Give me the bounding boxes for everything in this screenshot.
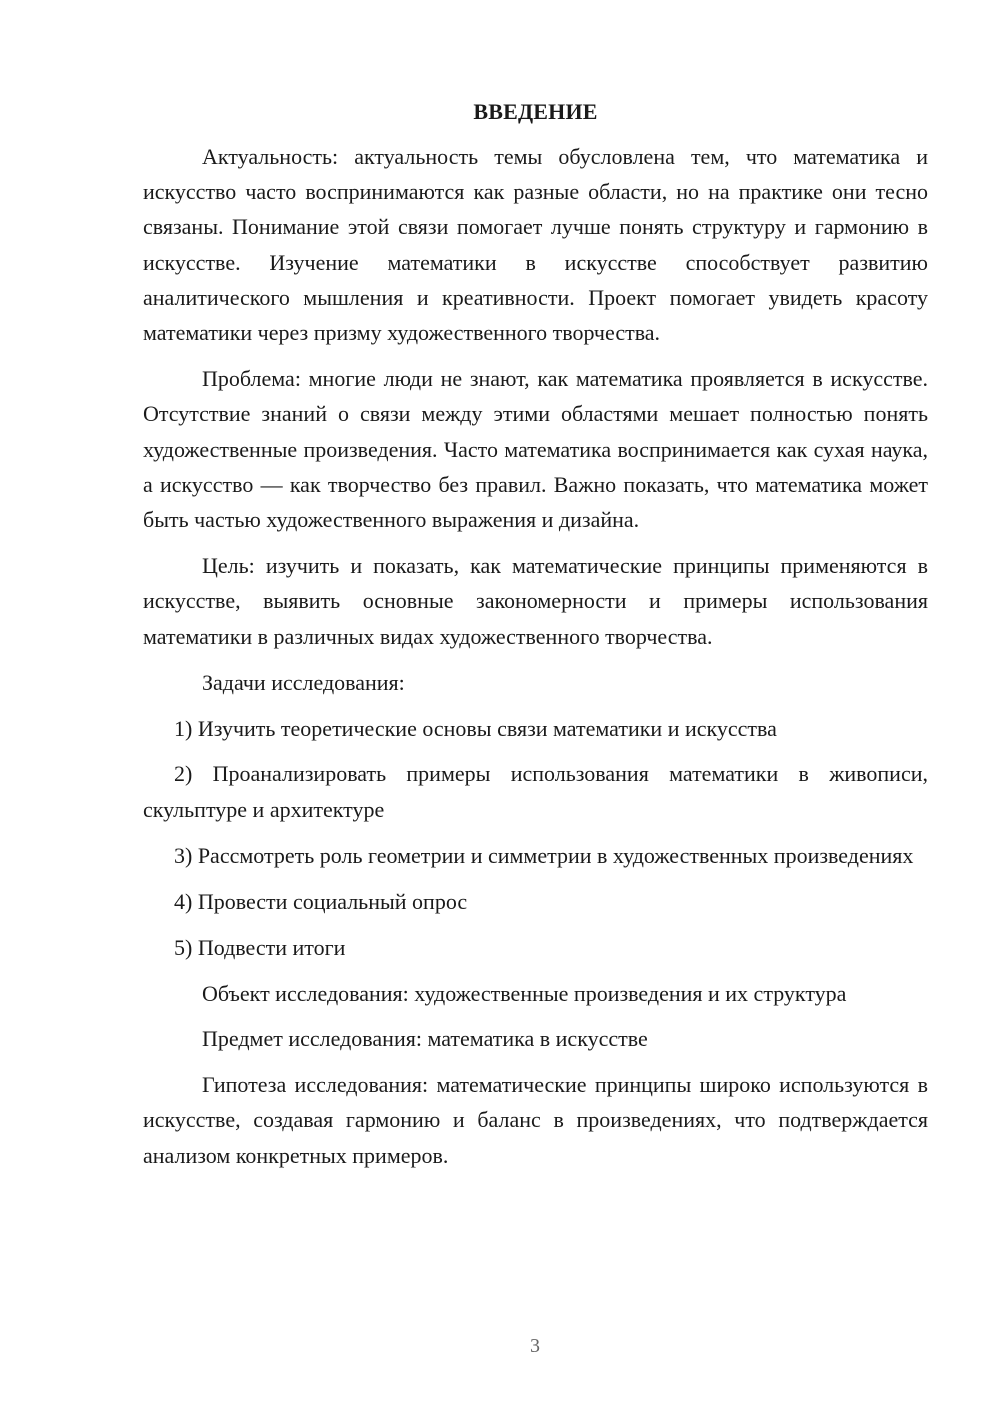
research-object: Объект исследования: художественные произведения и их структура [202, 980, 847, 1006]
research-subject: Предмет исследования: математика в искусстве [202, 1026, 648, 1052]
tasks-heading: Задачи исследования: [202, 669, 405, 695]
page-content [143, 94, 928, 1173]
page-number: 3 [530, 1335, 540, 1357]
goal-paragraph: Цель: изучить и показать, как математические принципы применяются в искусстве, выявить основные закономерности и примеры использования математики в различных видах художественного творчества. [143, 553, 928, 649]
page-title: ВВЕДЕНИЕ [473, 99, 598, 124]
research-hypothesis: Гипотеза исследования: математические принципы широко используются в искусстве, создавая гармонию и баланс в произведениях, что подтверждается анализом конкретных примеров. [143, 1072, 928, 1168]
task-item-5: 5) Подвести итоги [174, 934, 346, 960]
task-item-2: 2) Проанализировать примеры использования математики в живописи, скульптуре и архитектуре [143, 761, 928, 822]
relevance-paragraph: Актуальность: актуальность темы обусловлена тем, что математика и искусство часто воспринимаются как разные области, но на практике они тесно связаны. Понимание этой связи помогает лучше понять структуру и гармонию в искусстве. Изучение математики в искусстве способствует развитию аналитического мышления и креативности. Проект помогает увидеть красоту математики через призму художественного творчества. [143, 144, 928, 346]
problem-paragraph: Проблема: многие люди не знают, как математика проявляется в искусстве. Отсутствие знаний о связи между этими областями мешает полностью понять художественные произведения. Часто математика воспринимается как сухая наука, а искусство — как творчество без правил. Важно показать, что математика может быть частью художественного выражения и дизайна. [143, 366, 928, 533]
task-item-3: 3) Рассмотреть роль геометрии и симметрии в художественных произведениях [174, 842, 914, 868]
task-item-1: 1) Изучить теоретические основы связи математики и искусства [174, 715, 777, 741]
task-item-4: 4) Провести социальный опрос [174, 889, 468, 915]
